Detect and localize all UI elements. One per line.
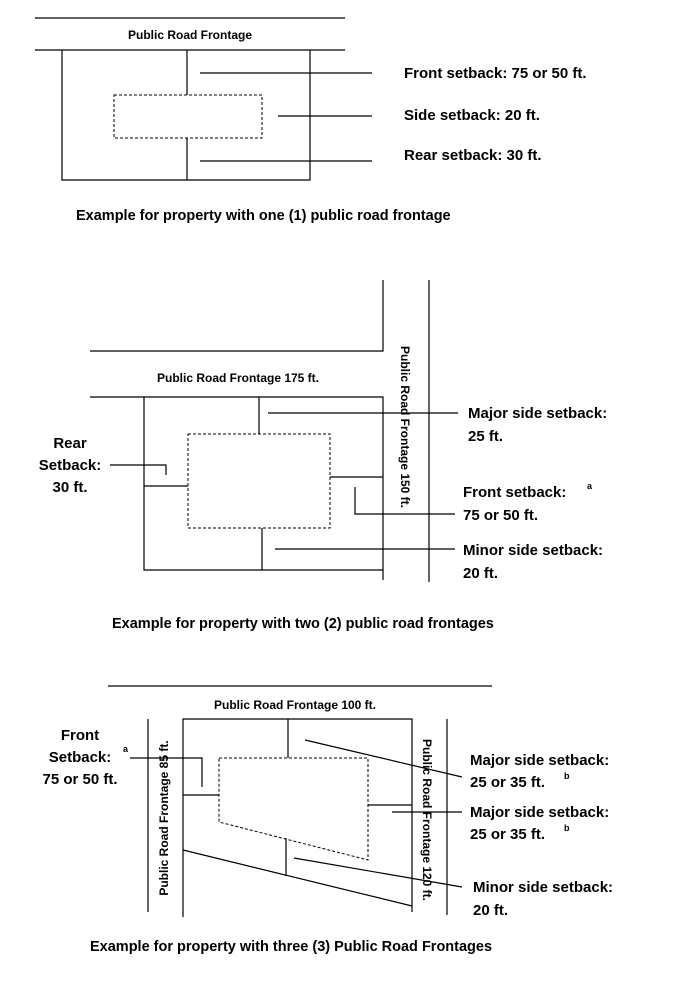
minor-side-label-line2: 20 ft. [473, 902, 509, 919]
minor-side-label-line1: Minor side setback: [473, 879, 614, 896]
front-setback-label-line2: Setback: [48, 749, 112, 766]
major-side-label-line2: 25 ft. [468, 428, 504, 445]
building-envelope [114, 95, 262, 138]
front-setback-sup: a [123, 744, 129, 754]
major-side-2-sup: b [564, 823, 570, 833]
diagram-three-frontages [42, 686, 613, 955]
caption: Example for property with two (2) public road frontages [112, 616, 494, 632]
front-setback-sup: a [587, 481, 593, 491]
major-side-leader-top [305, 740, 462, 777]
caption: Example for property with three (3) Public Road Frontages [90, 939, 493, 955]
side-setback-label: Side setback: 20 ft. [404, 107, 540, 124]
road-right-label: Public Road Frontage 150 ft. [398, 345, 412, 509]
minor-side-label-line2: 20 ft. [463, 565, 499, 582]
building-envelope [219, 758, 368, 860]
road-edge-upper [90, 280, 383, 351]
road-top-label: Public Road Frontage 175 ft. [156, 371, 320, 385]
front-setback-label-line2: 75 or 50 ft. [463, 507, 539, 524]
front-setback-label-line3: 75 or 50 ft. [42, 771, 118, 788]
rear-leader [110, 465, 166, 475]
major-side-2-label-line2: 25 or 35 ft. [470, 826, 546, 843]
minor-side-label-line1: Minor side setback: [463, 542, 604, 559]
road-top-label: Public Road Frontage 100 ft. [213, 698, 377, 712]
road-edge-lower-left [183, 719, 412, 917]
road-left-label: Public Road Frontage 85 ft. [157, 740, 171, 896]
rear-setback-label-line3: 30 ft. [52, 479, 88, 496]
diagram-two-frontages [39, 280, 607, 632]
diagram-one-frontage [35, 18, 587, 224]
caption: Example for property with one (1) public road frontage [76, 208, 451, 224]
major-side-1-sup: b [564, 771, 570, 781]
road-label: Public Road Frontage [127, 28, 253, 42]
rear-setback-label: Rear setback: 30 ft. [404, 147, 542, 164]
major-side-2-label-line1: Major side setback: [470, 804, 610, 821]
major-side-1-label-line1: Major side setback: [470, 752, 610, 769]
minor-side-leader [294, 858, 462, 887]
major-side-label-line1: Major side setback: [468, 405, 608, 422]
lot-boundary [144, 397, 383, 570]
road-right-label: Public Road Frontage 120 ft. [420, 738, 434, 902]
front-setback-label: Front setback: 75 or 50 ft. [404, 65, 587, 82]
rear-setback-label-line2: Setback: [38, 457, 102, 474]
rear-setback-label-line1: Rear [53, 435, 87, 452]
major-side-1-label-line2: 25 or 35 ft. [470, 774, 546, 791]
front-setback-label-line1: Front setback: [463, 484, 567, 501]
road-edge-lower [90, 397, 383, 580]
front-setback-label-line1: Front [60, 727, 100, 744]
building-envelope [188, 434, 330, 528]
